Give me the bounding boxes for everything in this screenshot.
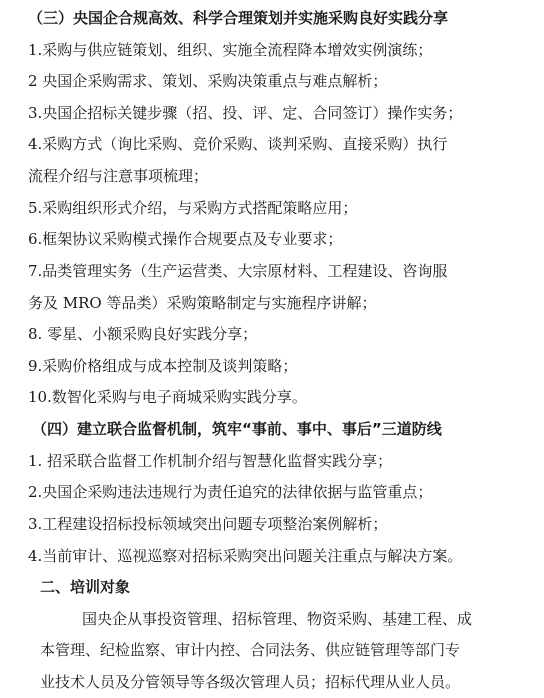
list-item: 2 央国企采购需求、策划、采购决策重点与难点解析； <box>28 72 388 90</box>
paragraph-line: 业技术人员及分管领导等各级次管理人员；招标代理从业人员。 <box>40 673 461 691</box>
list-item: 3.央国企招标关键步骤（招、投、评、定、合同签订）操作实务； <box>28 104 463 122</box>
list-item: 8. 零星、小额采购良好实践分享； <box>28 325 258 343</box>
paragraph-line: 本管理、纪检监察、审计内控、合同法务、供应链管理等部门专 <box>40 641 461 659</box>
training-target-heading: 二、培训对象 <box>40 578 131 596</box>
list-item: 9.采购价格组成与成本控制及谈判策略； <box>28 357 298 375</box>
list-item: 1.采购与供应链策划、组织、实施全流程降本增效实例演练； <box>28 41 433 59</box>
list-item: 3.工程建设招标投标领域突出问题专项整治案例解析； <box>28 515 388 533</box>
list-item-continuation: 务及 MRO 等品类）采购策略制定与实施程序讲解； <box>28 294 377 312</box>
paragraph-line: 国央企从事投资管理、招标管理、物资采购、基建工程、成 <box>82 610 473 628</box>
section-4-heading: （四）建立联合监督机制，筑牢“事前、事中、事后”三道防线 <box>32 420 442 438</box>
list-item-continuation: 流程介绍与注意事项梳理； <box>28 167 209 185</box>
list-item: 6.框架协议采购模式操作合规要点及专业要求； <box>28 230 343 248</box>
list-item: 4.采购方式（询比采购、竞价采购、谈判采购、直接采购）执行 <box>28 135 448 153</box>
list-item: 1. 招采联合监督工作机制介绍与智慧化监督实践分享； <box>28 452 393 470</box>
section-3-heading: （三）央国企合规高效、科学合理策划并实施采购良好实践分享 <box>28 9 449 27</box>
list-item: 2.央国企采购违法违规行为责任追究的法律依据与监管重点； <box>28 483 433 501</box>
list-item: 4.当前审计、巡视巡察对招标采购突出问题关注重点与解决方案。 <box>28 547 463 565</box>
list-item: 10.数智化采购与电子商城采购实践分享。 <box>28 388 307 406</box>
list-item: 5.采购组织形式介绍，与采购方式搭配策略应用； <box>28 199 358 217</box>
list-item: 7.品类管理实务（生产运营类、大宗原材料、工程建设、咨询服 <box>28 262 448 280</box>
